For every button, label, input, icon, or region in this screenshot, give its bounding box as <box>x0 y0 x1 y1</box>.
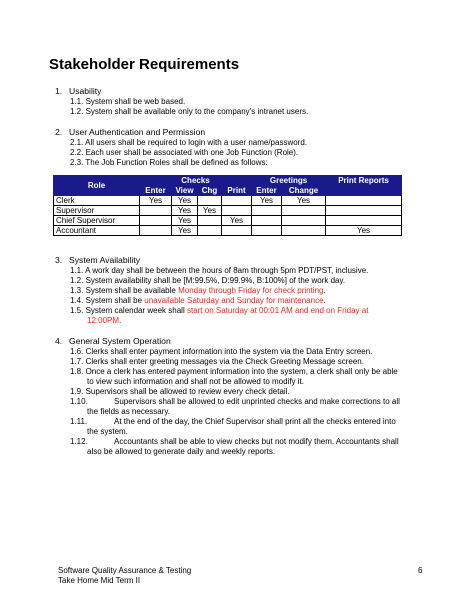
header-print-reports: Print Reports <box>326 176 402 196</box>
list-item: 2.2. Each user shall be associated with one Job Function (Role). <box>70 148 299 157</box>
list-item: 2.3. The Job Function Roles shall be defined as follows: <box>70 158 268 167</box>
table-cell <box>326 206 402 216</box>
header-greetings-enter: Enter <box>252 186 282 196</box>
page-number: 6 <box>418 566 423 575</box>
role-cell: Chief Supervisor <box>54 216 140 226</box>
header-checks: Checks <box>140 176 252 186</box>
list-item: 1.2. System shall be available only to the company’s intranet users. <box>70 107 309 116</box>
table-cell <box>282 226 326 236</box>
list-item: 1.9. Supervisors shall be allowed to review every check detail. <box>70 387 290 396</box>
section-usability: 1. Usability <box>55 86 102 96</box>
list-item-continuation: to view such information and shall not be allowed to modify it. <box>87 377 305 386</box>
header-checks-chg: Chg <box>198 186 222 196</box>
table-cell: Yes <box>172 216 198 226</box>
role-permission-table <box>53 175 402 236</box>
list-item: 1.1. System shall be web based. <box>70 97 186 106</box>
role-cell: Supervisor <box>54 206 140 216</box>
table-cell <box>198 216 222 226</box>
header-greetings: Greetings <box>252 176 326 186</box>
page-title: Stakeholder Requirements <box>49 56 240 73</box>
table-cell: Yes <box>172 226 198 236</box>
role-cell: Clerk <box>54 196 140 206</box>
list-item-continuation: also be allowed to generate daily and weekly reports. <box>87 447 276 456</box>
role-cell: Accountant <box>54 226 140 236</box>
footer <box>58 566 191 586</box>
list-item: 1.1. A work day shall be between the hours of 8am through 5pm PDT/PST, inclusive. <box>70 266 369 275</box>
table-cell <box>198 226 222 236</box>
list-item: 1.3. System shall be available Monday through Friday for check printing. <box>70 286 326 295</box>
table-cell <box>326 196 402 206</box>
table-cell <box>140 206 172 216</box>
list-item: 1.5. System calendar week shall start on Saturday at 00:01 AM and end on Friday at <box>70 306 369 315</box>
list-item: 1.10. Supervisors shall be allowed to edit unprinted checks and make corrections to all <box>70 397 400 406</box>
section-operation: 4. General System Operation <box>55 336 171 346</box>
list-item: 1.2. System availability shall be [M:99.5%, D:99.9%, B:100%] of the work day. <box>70 276 346 285</box>
table-cell <box>140 216 172 226</box>
table-cell <box>252 216 282 226</box>
list-item: 1.11. At the end of the day, the Chief Supervisor shall print all the checks entered into <box>70 417 396 426</box>
table-cell <box>282 206 326 216</box>
section-availability: 3. System Availability <box>55 255 141 265</box>
table-cell: Yes <box>282 196 326 206</box>
table-cell <box>222 206 252 216</box>
table-cell <box>140 226 172 236</box>
header-checks-enter: Enter <box>140 186 172 196</box>
table-cell <box>282 216 326 226</box>
table-row <box>54 216 402 226</box>
table-row <box>54 196 402 206</box>
header-role: Role <box>54 176 140 196</box>
header-checks-view: View <box>172 186 198 196</box>
table-cell <box>252 206 282 216</box>
list-item: 1.12. Accountants shall be able to view checks but not modify them. Accountants shall <box>70 437 399 446</box>
list-item: 1.8. Once a clerk has entered payment information into the system, a clerk shall only be able <box>70 367 398 376</box>
table-cell: Yes <box>222 216 252 226</box>
table-cell: Yes <box>252 196 282 206</box>
list-item: 1.6. Clerks shall enter payment information into the system via the Data Entry screen. <box>70 347 373 356</box>
list-item-continuation: 12:00PM. <box>87 316 122 325</box>
table-row <box>54 226 402 236</box>
header-greetings-change: Change <box>282 186 326 196</box>
footer-course: Software Quality Assurance & Testing <box>58 566 192 575</box>
table-cell <box>326 216 402 226</box>
list-item: 1.4. System shall be unavailable Saturday and Sunday for maintenance. <box>70 296 326 305</box>
list-item: 2.1. All users shall be required to login with a user name/password. <box>70 138 308 147</box>
table-cell <box>222 196 252 206</box>
table-cell: Yes <box>172 196 198 206</box>
list-item: 1.7. Clerks shall enter greeting messages via the Check Greeting Message screen. <box>70 357 364 366</box>
table-row <box>54 206 402 216</box>
table-cell: Yes <box>140 196 172 206</box>
list-item-continuation: the system. <box>87 427 128 436</box>
table-cell <box>198 196 222 206</box>
section-authentication: 2. User Authentication and Permission <box>55 127 206 137</box>
footer-assignment: Take Home Mid Term II <box>58 576 141 585</box>
list-item-continuation: the fields as necessary. <box>87 407 171 416</box>
table-cell: Yes <box>326 226 402 236</box>
table-cell: Yes <box>172 206 198 216</box>
table-cell: Yes <box>198 206 222 216</box>
table-cell <box>252 226 282 236</box>
table-cell <box>222 226 252 236</box>
header-checks-print: Print <box>222 186 252 196</box>
